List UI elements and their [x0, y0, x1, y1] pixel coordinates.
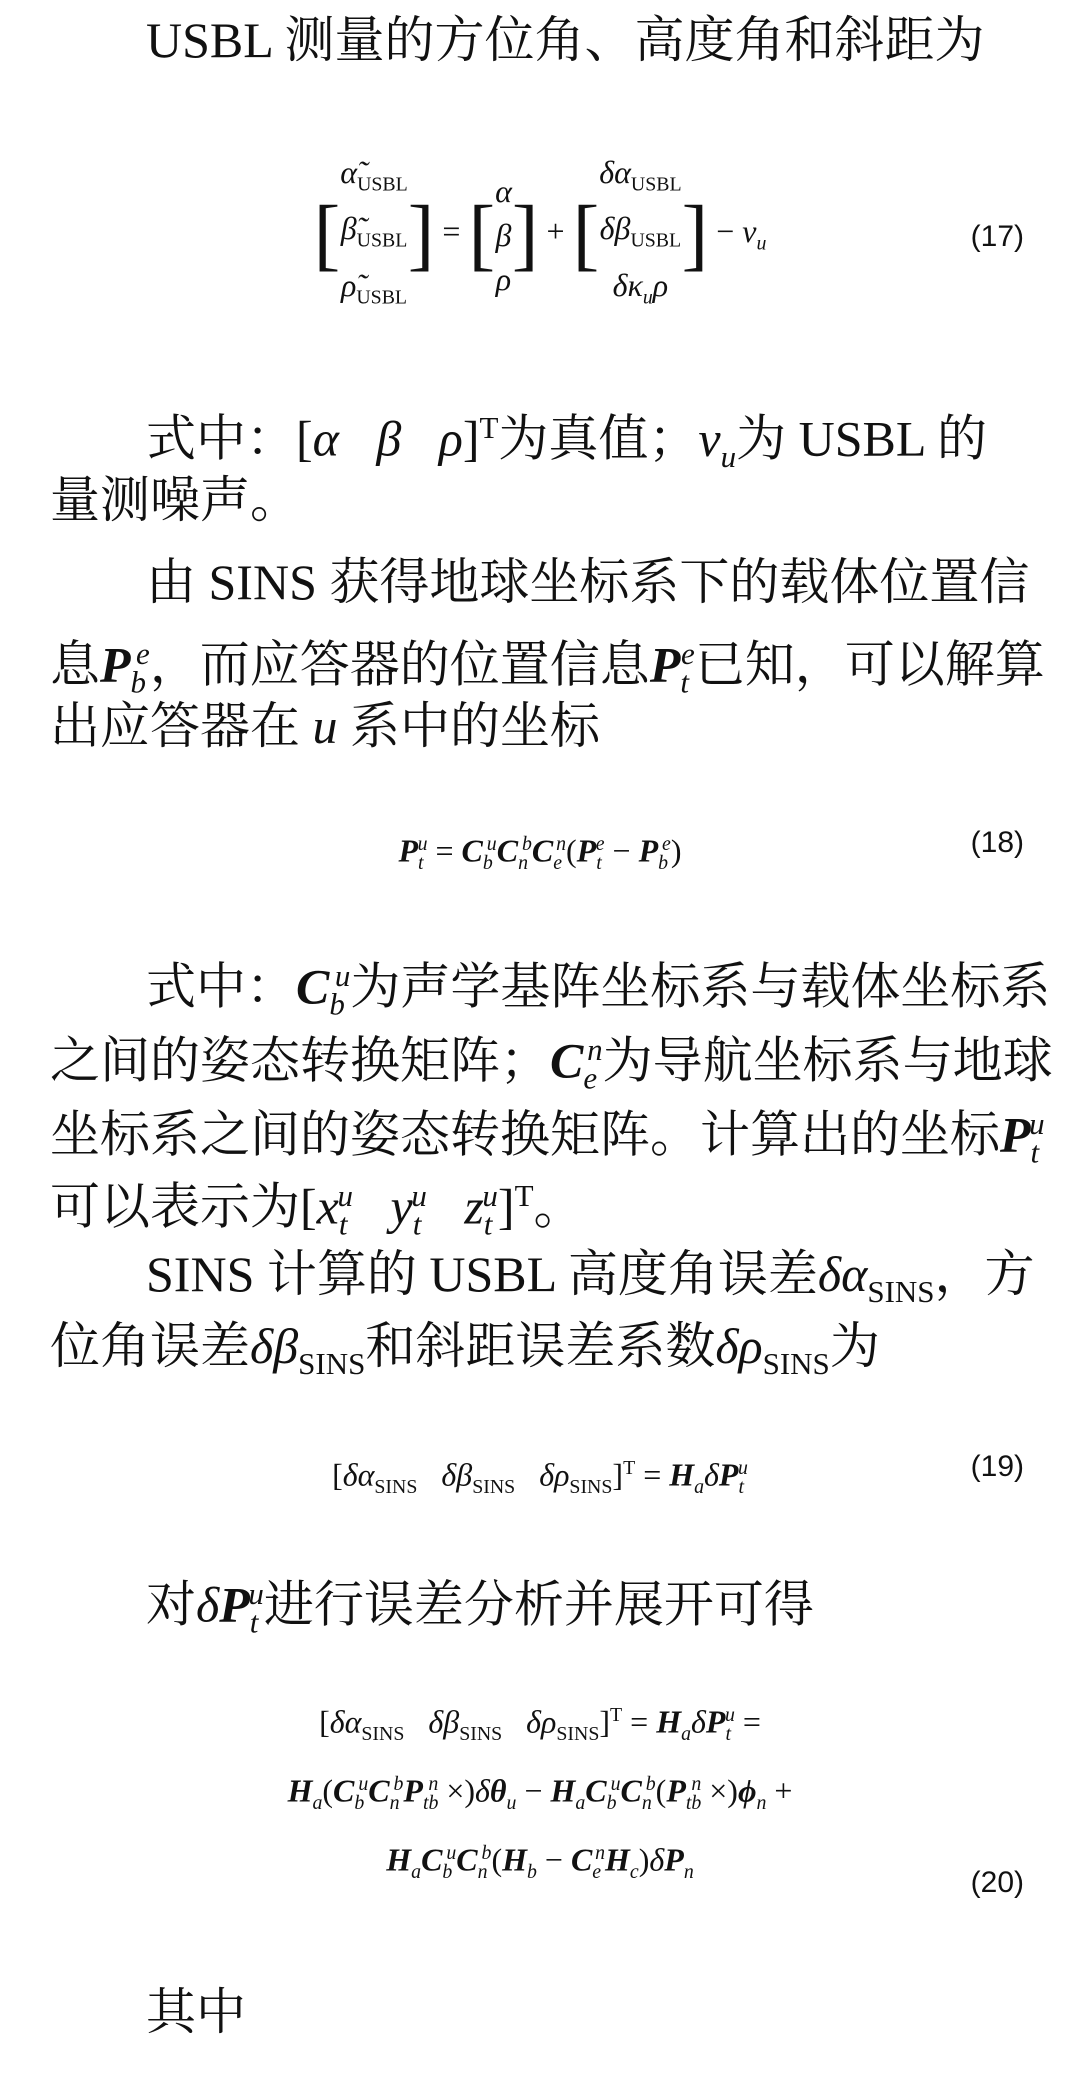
equation-number: (18): [970, 826, 1024, 859]
paragraph-line: 之间的姿态转换矩阵；$C_e^n$为导航坐标系与地球: [50, 1032, 1053, 1096]
text: 为: [829, 1318, 880, 1374]
paragraph-line: SINS 计算的 USBL 高度角误差$\delta\alpha_{SINS}$，方: [146, 1246, 1035, 1309]
equation-20: [$\delta\alpha_{SINS}$ $\delta\beta_{SINS}$ $\delta\rho_{SINS}]^T = H_a\delta P_t^u$ = $H_a(C_b^uC_n^bP_{tb}^n \times)\delta\theta_u - H_aC_b^uC_n^b(P_{tb}^n \times)\phi_n$ + $H_aC_b^uC_n^b(H_b - C_e^nH_c)\delta P_n$ (20): [287, 1703, 1024, 1899]
text: 已知，可以解算: [694, 636, 1045, 693]
paragraph-line: [146, 546, 1030, 618]
text: 其中: [146, 1984, 246, 2040]
paragraph-line: 对$\delta P_t^u$进行误差分析并展开可得: [146, 1576, 814, 1640]
paragraph-line: 息$P_b^e$，而应答器的位置信息$P_t^e$已知，可以解算: [50, 636, 1045, 700]
text: 坐标系之间的姿态转换矩阵。计算出的坐标: [50, 1106, 1000, 1163]
text: SINS 计算的 USBL 高度角误差: [146, 1246, 818, 1302]
text: 位角误差: [50, 1318, 250, 1374]
text: 。: [533, 1178, 584, 1235]
text: 为 USBL 的: [736, 410, 988, 467]
text: 系中的坐标: [350, 698, 600, 754]
equation-17: [$\alphã_{USBL}$ $\betã_{USBL}$ $\rhõ_{USBL}] = [\alpha$ β $\rho] + [\delta\alpha_{USBL}$ $\delta\beta_{USBL}$ $\delta\kappa_u\rho] - v_u$ (17): [313, 154, 1024, 309]
equation-number: (17): [970, 220, 1024, 253]
paragraph-line: 出应答器在 u 系中的坐标: [50, 698, 600, 754]
text: ]: [497, 1178, 515, 1235]
paragraph-line: [146, 1976, 1030, 2048]
text: 为声学基阵坐标系与载体坐标系: [350, 958, 1051, 1015]
paragraph-line: [146, 4, 1030, 76]
text: 式中：: [146, 958, 296, 1015]
equation-19: [$\delta\alpha_{SINS}$ $\delta\beta_{SINS}$ $\delta\rho_{SINS}]^T = H_a\delta P_t^u$ (19): [332, 1450, 1024, 1499]
paragraph-line: 坐标系之间的姿态转换矩阵。计算出的坐标$P_t^u$: [50, 1106, 1045, 1170]
text: 对: [146, 1576, 196, 1633]
text: 进行误差分析并展开可得: [263, 1576, 814, 1633]
text: 式中：[: [146, 410, 313, 467]
text: 由 SINS 获得地球坐标系下的载体位置信: [146, 554, 1030, 610]
text: 和斜距误差系数: [365, 1318, 716, 1374]
paragraph-line: 式中：$C_b^u$为声学基阵坐标系与载体坐标系: [146, 958, 1051, 1022]
paragraph-line: 式中：[α β ρ]$^T$为真值；$v_u$为 USBL 的: [146, 410, 988, 474]
text: 出应答器在: [50, 698, 300, 754]
paragraph-line: 位角误差$\delta\beta_{SINS}$和斜距误差系数$\delta\rho_{SINS}$为: [50, 1318, 880, 1381]
equation-number: (19): [970, 1450, 1024, 1483]
equation-number: (20): [970, 1866, 1024, 1899]
equation-18: $P_t^u = C_b^uC_n^bC_e^n(P_t^e - P_b^e)$ (18): [398, 826, 1024, 875]
text: 为真值；: [498, 410, 699, 467]
text: 可以表示为[: [50, 1178, 317, 1235]
text: 息: [50, 636, 100, 693]
text: ，而应答器的位置信息: [149, 636, 650, 693]
text: 之间的姿态转换矩阵；: [50, 1032, 550, 1089]
text: 量测噪声。: [50, 472, 300, 528]
paragraph-line: [50, 464, 1030, 536]
text: ]: [462, 410, 480, 467]
text: ，方: [934, 1246, 1035, 1302]
text: 为导航坐标系与地球: [602, 1032, 1053, 1089]
paragraph-line: 可以表示为[$x_t^u$ $y_t^u$ $z_t^u]^T$。: [50, 1178, 584, 1242]
text: USBL 测量的方位角、高度角和斜距为: [146, 12, 985, 68]
